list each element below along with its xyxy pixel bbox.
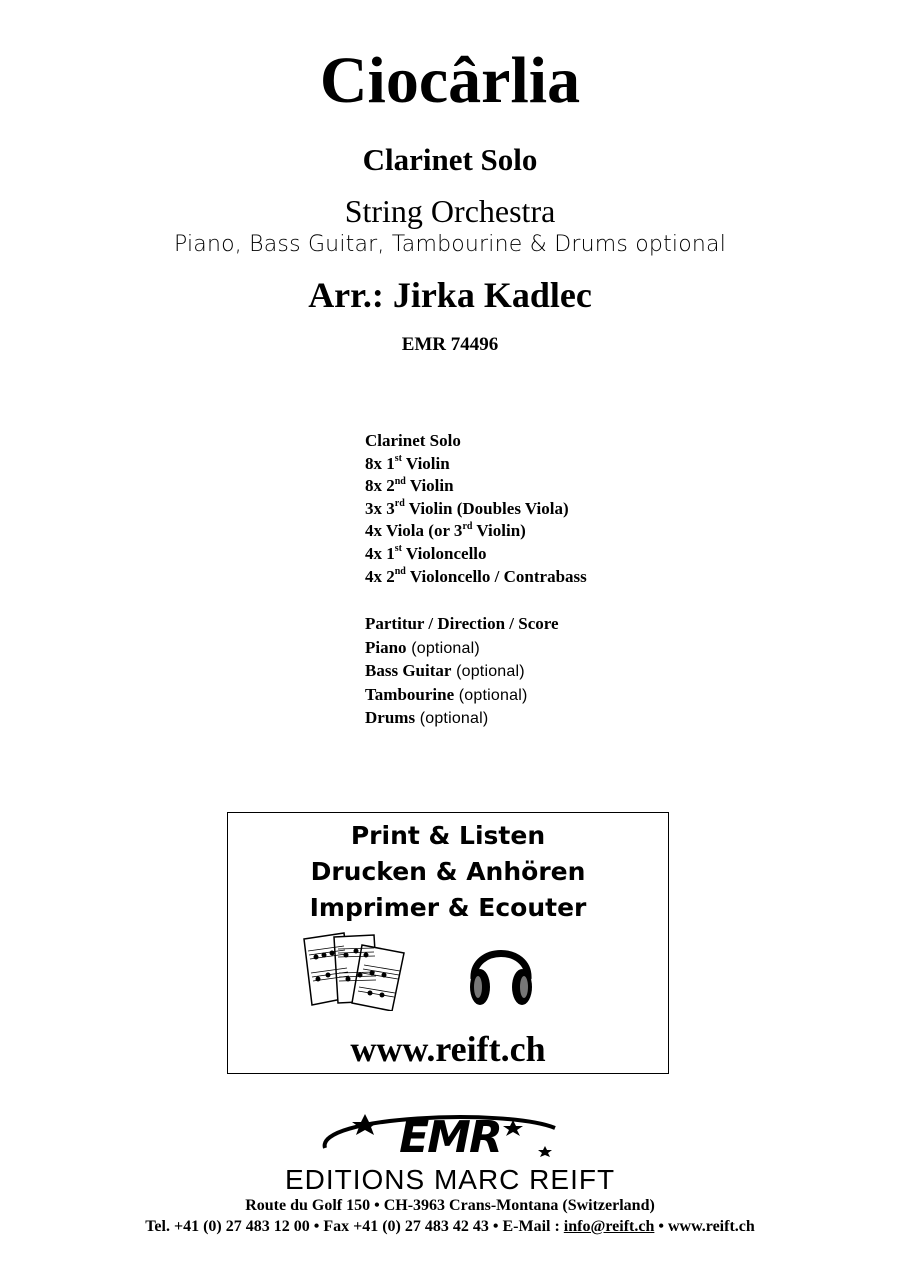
- logo-text: EDITIONS MARC REIFT: [284, 1164, 616, 1195]
- ensemble: String Orchestra: [344, 193, 556, 229]
- extra-item: Tambourine (optional): [365, 684, 528, 704]
- part-item: 3x 3rd Violin (Doubles Viola): [365, 498, 569, 518]
- extras-list: [365, 613, 559, 731]
- solo-instrument: Clarinet Solo: [362, 142, 538, 177]
- optional-instruments: Piano, Bass Guitar, Tambourine & Drums optional: [173, 232, 727, 257]
- part-item: 4x 2nd Violoncello / Contrabass: [365, 565, 587, 586]
- promo-line-de: Drucken & Anhören: [310, 857, 586, 886]
- part-item: 8x 2nd Violin: [365, 475, 454, 496]
- logo-mark: EMR: [399, 1112, 501, 1163]
- extra-item: Drums (optional): [365, 708, 489, 728]
- promo-line-en: Print & Listen: [350, 821, 546, 850]
- headphones-icon: [466, 935, 536, 1011]
- extra-item: Partitur / Direction / Score: [365, 614, 559, 633]
- emr-logo: [255, 1108, 645, 1196]
- extra-item: Piano (optional): [365, 637, 480, 657]
- email-link[interactable]: info@reift.ch: [563, 1218, 655, 1235]
- print-listen-box: [227, 812, 669, 1074]
- promo-line-fr: Imprimer & Ecouter: [309, 893, 587, 922]
- publisher-contact: Tel. +41 (0) 27 483 12 00 • Fax +41 (0) 27 483 42 43 • E-Mail : info@reift.ch • www.reift.ch: [145, 1218, 755, 1235]
- extra-item: Bass Guitar (optional): [365, 661, 525, 681]
- part-item: 8x 1st Violin: [365, 452, 450, 473]
- sheet-music-icon: [300, 931, 410, 1011]
- part-item: Clarinet Solo: [365, 431, 461, 450]
- promo-url[interactable]: www.reift.ch: [350, 1029, 546, 1069]
- part-item: 4x Viola (or 3rd Violin): [365, 520, 526, 541]
- page-title: Ciocârlia: [319, 44, 581, 117]
- parts-list: [365, 430, 587, 588]
- part-item: 4x 1st Violoncello: [365, 543, 487, 563]
- catalog-number: EMR 74496: [401, 334, 499, 355]
- publisher-address: Route du Golf 150 • CH-3963 Crans-Montana (Switzerland): [245, 1197, 655, 1214]
- arranger: Arr.: Jirka Kadlec: [308, 275, 592, 315]
